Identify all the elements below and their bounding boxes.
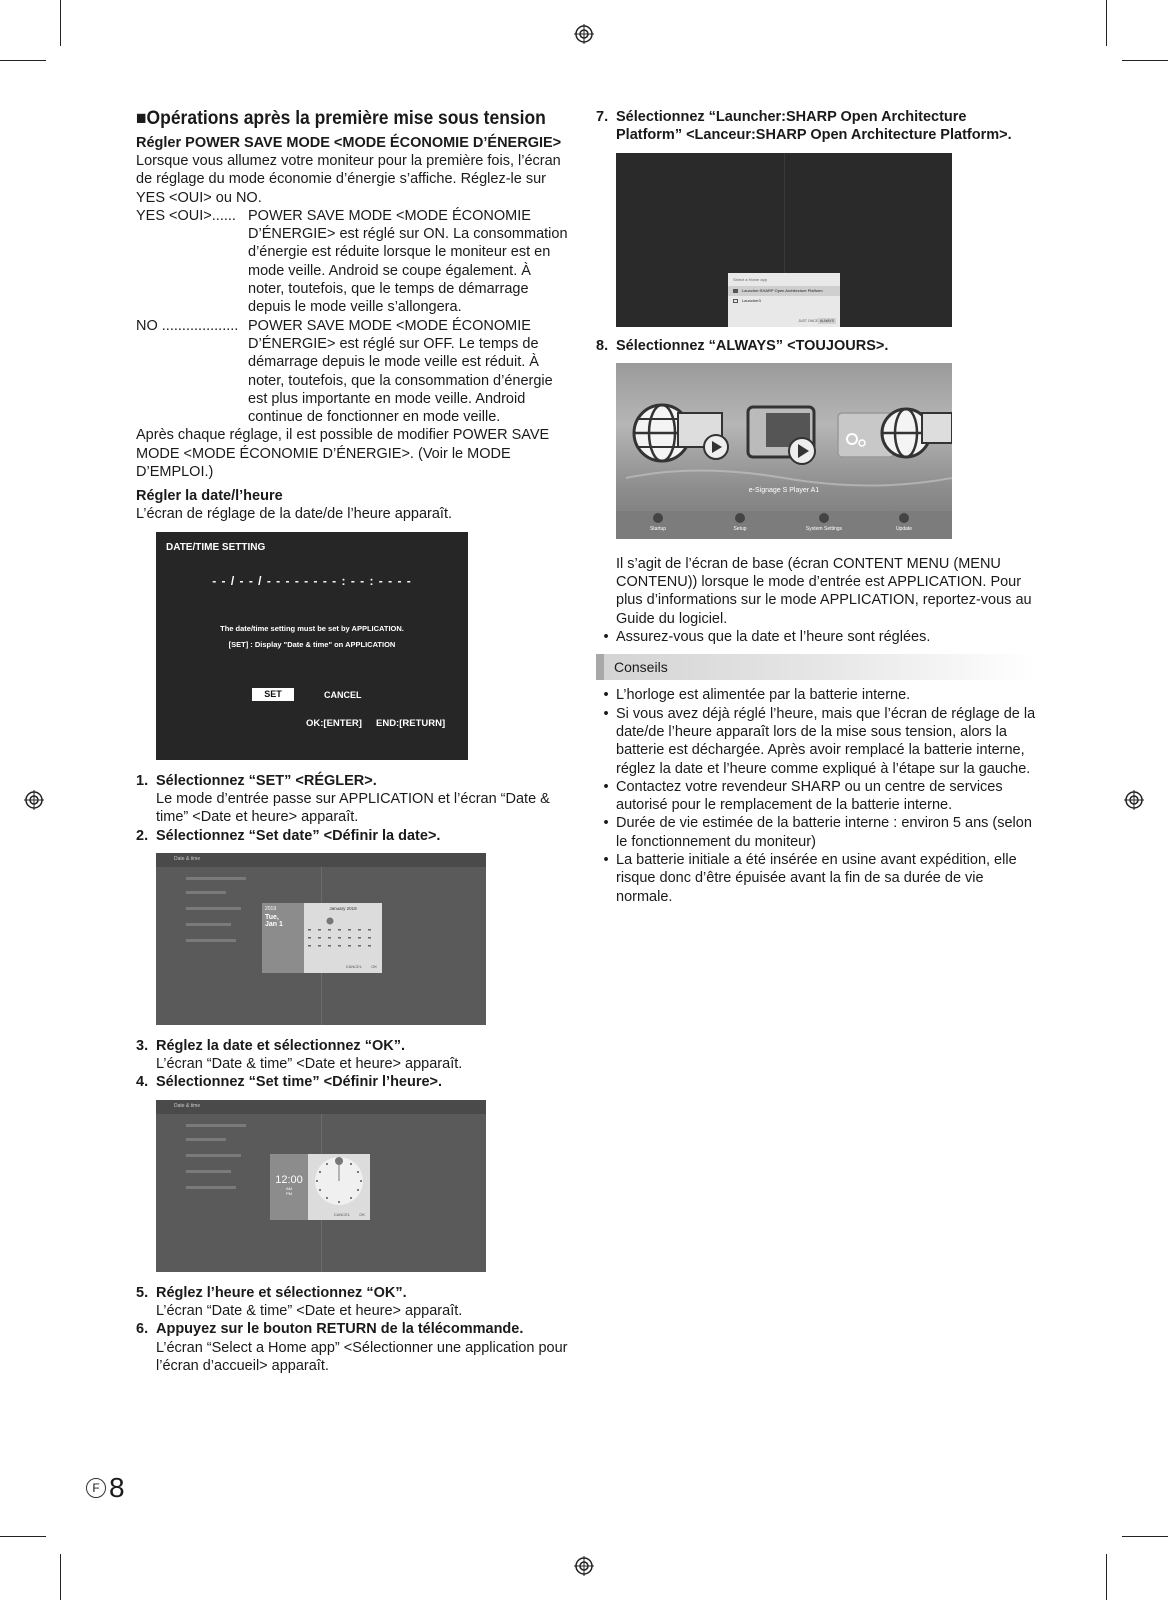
- home-app-item-label: Launcher:SHARP Open Architecture Platform: [742, 287, 823, 293]
- home-app-item[interactable]: [728, 286, 840, 296]
- crop-mark: [60, 1554, 61, 1600]
- date-screen-header: Date & time: [174, 855, 201, 862]
- ok-enter-hint: OK:[ENTER]: [306, 717, 362, 729]
- step-item: [136, 1284, 571, 1321]
- system-settings-button[interactable]: [796, 513, 852, 532]
- step-item: [136, 1037, 571, 1074]
- tip-item: • Durée de vie estimée de la batterie interne : environ 5 ans (selon le fonctionnement du moniteur): [596, 814, 1036, 851]
- content-menu-bottom-bar: [616, 511, 952, 539]
- cancel-button[interactable]: CANCEL: [324, 689, 362, 700]
- step-item: [136, 772, 571, 827]
- section-heading: ■Opérations après la première mise sous tension: [136, 108, 546, 129]
- app-icon: [733, 289, 738, 293]
- tip-item: • Si vous avez déjà réglé l’heure, mais que l’écran de réglage de la date/de l’heure apparaît lors de la mise sous tension, alors la batterie est déchargée. Après avoir remplacé la batterie interne, réglez la date et l’heure comme expliqué à l’étape sur la gauche.: [603, 705, 1036, 777]
- step-title: Sélectionnez “Set date” <Définir la date>.: [156, 827, 441, 844]
- tip-item: • L’horloge est alimentée par la batterie interne.: [596, 686, 1036, 704]
- film-icon: [922, 413, 952, 443]
- no-option: [136, 317, 571, 427]
- datetime-placeholder: - - / - - / - - - - - - - - : - - : - - - -: [212, 573, 412, 588]
- power-icon: [653, 513, 663, 523]
- date-picker-day: Tue,: [265, 913, 279, 921]
- just-once-button[interactable]: JUST ONCE: [798, 318, 818, 323]
- step-number: 8.: [596, 337, 609, 354]
- registration-mark-icon: [24, 790, 44, 810]
- home-app-title: Select a Home app: [733, 276, 768, 282]
- step-text: L’écran “Select a Home app” <Sélectionner une application pour l’écran d’accueil> apparaît.: [156, 1339, 568, 1374]
- time-picker-am: AM: [286, 1185, 292, 1191]
- tip-item: • La batterie initiale a été insérée en usine avant expédition, elle risque donc d’être épuisée avant la fin de sa durée de vie normale.: [596, 851, 1036, 906]
- crop-mark: [60, 0, 61, 46]
- datetime-setting-screen: [156, 532, 468, 760]
- yes-option: [136, 207, 571, 317]
- time-ok-button[interactable]: OK: [359, 1211, 365, 1217]
- step-title: Appuyez sur le bouton RETURN de la télécommande.: [156, 1321, 524, 1338]
- step-number: 3.: [136, 1037, 149, 1054]
- step-number: 4.: [136, 1074, 149, 1091]
- tip-text: Contactez votre revendeur SHARP ou un centre de services autorisé pour le remplacement de la batterie interne.: [616, 778, 1003, 814]
- left-column: [136, 108, 571, 1375]
- step-number: 2.: [136, 827, 149, 844]
- always-button[interactable]: ALWAYS: [820, 318, 834, 323]
- home-app-dialog: [728, 273, 840, 327]
- crop-mark: [0, 1536, 46, 1537]
- wrench-icon: [735, 513, 745, 523]
- step-number: 7.: [596, 109, 609, 125]
- crop-mark: [1122, 60, 1168, 61]
- datetime-message-2: [SET] : Display "Date & time" on APPLICATION: [228, 639, 396, 649]
- tip-text: Si vous avez déjà réglé l’heure, mais que l’écran de réglage de la date/de l’heure apparaît lors de la mise sous tension, alors la batterie est déchargée. Après avoir remplacé la batterie interne, réglez la date et l’heure comme expliqué à l’étape sur la gauche.: [616, 705, 1036, 777]
- step-number: 6.: [136, 1321, 149, 1338]
- step-number: 1.: [136, 772, 149, 789]
- datetime-message-1: The date/time setting must be set by APPLICATION.: [220, 623, 404, 633]
- home-app-screen: [616, 153, 952, 327]
- time-cancel-button[interactable]: CANCEL: [333, 1211, 350, 1217]
- time-picker-clock: [308, 1154, 370, 1220]
- right-column: [596, 108, 1036, 906]
- page-number-value: 8: [109, 1472, 125, 1503]
- startup-label: Startup: [649, 525, 667, 532]
- end-return-hint: END:[RETURN]: [376, 717, 446, 729]
- time-picker-screen: [156, 1100, 486, 1272]
- step-title: Sélectionnez “Launcher:SHARP Open Architecture Platform” <Lanceur:SHARP Open Architecture Platform>.: [616, 109, 1012, 144]
- date-cancel-button[interactable]: CANCEL: [345, 963, 362, 969]
- tip-text: La batterie initiale a été insérée en usine avant expédition, elle risque donc d’être épuisée avant la fin de sa durée de vie normale.: [616, 852, 1017, 905]
- clock-face-icon: [308, 1154, 370, 1208]
- time-picker-time: 12:00: [275, 1173, 303, 1186]
- date-picker-year: 2019: [265, 905, 277, 912]
- home-app-item-label: Launcher3: [742, 297, 761, 303]
- set-button[interactable]: SET: [252, 688, 294, 701]
- base-screen-text: Il s’agit de l’écran de base (écran CONTENT MENU (MENU CONTENU)) lorsque le mode d’entrée est APPLICATION. Pour plus d’informations sur le mode APPLICATION, reportez-vous au Guide du logiciel.: [616, 555, 1032, 627]
- crop-mark: [0, 60, 46, 61]
- no-option-key: NO ...................: [136, 317, 239, 334]
- setup-button[interactable]: [720, 513, 760, 532]
- no-option-text: POWER SAVE MODE <MODE ÉCONOMIE D’ÉNERGIE> est réglé sur OFF. Le temps de démarrage depuis le mode veille est réduit. À noter, toutefois, que la consommation d’énergie est plus importante en mode veille. Android continue de fonctionner en mode veille.: [248, 317, 553, 426]
- date-intro: L’écran de réglage de la date/de l’heure apparaît.: [136, 506, 453, 523]
- time-screen-header: Date & time: [174, 1102, 201, 1109]
- gear-icon: [819, 513, 829, 523]
- tips-heading: Conseils: [596, 654, 1036, 680]
- date-picker-screen: [156, 853, 486, 1025]
- content-menu-screen: [616, 363, 952, 539]
- step-title: Sélectionnez “ALWAYS” <TOUJOURS>.: [616, 337, 889, 354]
- registration-mark-icon: [1124, 790, 1144, 810]
- setup-label: Setup: [733, 525, 747, 532]
- yes-option-key: YES <OUI>......: [136, 207, 236, 224]
- update-label: Update: [895, 525, 913, 532]
- date-subheading: Régler la date/l’heure: [136, 488, 283, 505]
- power-save-subheading: Régler POWER SAVE MODE <MODE ÉCONOMIE D’ÉNERGIE>: [136, 135, 562, 151]
- system-settings-label: System Settings: [805, 525, 843, 532]
- step-title: Sélectionnez “SET” <RÉGLER>.: [156, 772, 377, 789]
- power-save-intro: Lorsque vous allumez votre moniteur pour la première fois, l’écran de réglage du mode économie d’énergie s’affiche. Réglez-le sur YES <OUI> ou NO.: [136, 153, 561, 206]
- step-item: [136, 1320, 571, 1375]
- language-badge: F: [86, 1478, 106, 1498]
- step-number: 5.: [136, 1284, 149, 1301]
- date-picker-header: [262, 903, 304, 973]
- step-item: [596, 108, 1036, 145]
- date-ok-button[interactable]: OK: [371, 963, 377, 969]
- update-button[interactable]: [884, 513, 924, 532]
- step-item: [136, 827, 571, 845]
- home-icon: [733, 299, 738, 303]
- startup-button[interactable]: [638, 513, 678, 532]
- step-text: Le mode d’entrée passe sur APPLICATION et l’écran “Date & time” <Date et heure> apparaît.: [156, 790, 550, 826]
- yes-option-text: POWER SAVE MODE <MODE ÉCONOMIE D’ÉNERGIE> est réglé sur ON. La consommation d’énergie est réduite lorsque le moniteur est en mode veille. Android se coupe également. À noter, toutefois, que le temps de démarrage depuis le mode veille s’allongera.: [248, 207, 568, 316]
- check-bullet: • Assurez-vous que la date et l’heure sont réglées.: [596, 628, 1036, 646]
- tip-text: Durée de vie estimée de la batterie interne : environ 5 ans (selon le fonctionnement du moniteur): [616, 815, 1032, 850]
- registration-mark-icon: [574, 1556, 594, 1576]
- step-item: [136, 1073, 571, 1091]
- date-picker-calendar: [304, 903, 382, 973]
- crop-mark: [1106, 1554, 1107, 1600]
- download-icon: [899, 513, 909, 523]
- time-picker-pm: PM: [286, 1190, 292, 1196]
- tip-item: • Contactez votre revendeur SHARP ou un centre de services autorisé pour le remplacement de la batterie interne.: [596, 778, 1036, 815]
- content-menu-center-label: e-Signage S Player A1: [748, 486, 820, 494]
- step-text: L’écran “Date & time” <Date et heure> apparaît.: [156, 1056, 463, 1073]
- page-number: [86, 1472, 125, 1504]
- registration-mark-icon: [574, 24, 594, 44]
- tip-text: L’horloge est alimentée par la batterie interne.: [616, 687, 911, 704]
- home-app-item[interactable]: [728, 296, 840, 306]
- datetime-screen-title: DATE/TIME SETTING: [166, 541, 266, 553]
- step-text: L’écran “Date & time” <Date et heure> apparaît.: [156, 1303, 463, 1320]
- step-title: Réglez l’heure et sélectionnez “OK”.: [156, 1284, 407, 1301]
- step-title: Réglez la date et sélectionnez “OK”.: [156, 1037, 405, 1054]
- step-item: [596, 337, 1036, 355]
- time-picker-header: [270, 1154, 308, 1220]
- step-title: Sélectionnez “Set time” <Définir l’heure>.: [156, 1074, 443, 1091]
- calendar-grid-icon: [304, 911, 382, 959]
- check-bullet-text: Assurez-vous que la date et l’heure sont réglées.: [616, 629, 931, 646]
- power-save-after: Après chaque réglage, il est possible de modifier POWER SAVE MODE <MODE ÉCONOMIE D’ÉNERGIE>. (Voir le MODE D’EMPLOI.): [136, 427, 550, 481]
- date-picker-date: Jan 1: [265, 920, 283, 928]
- calendar-month: January 2019: [329, 905, 357, 911]
- crop-mark: [1122, 1536, 1168, 1537]
- crop-mark: [1106, 0, 1107, 46]
